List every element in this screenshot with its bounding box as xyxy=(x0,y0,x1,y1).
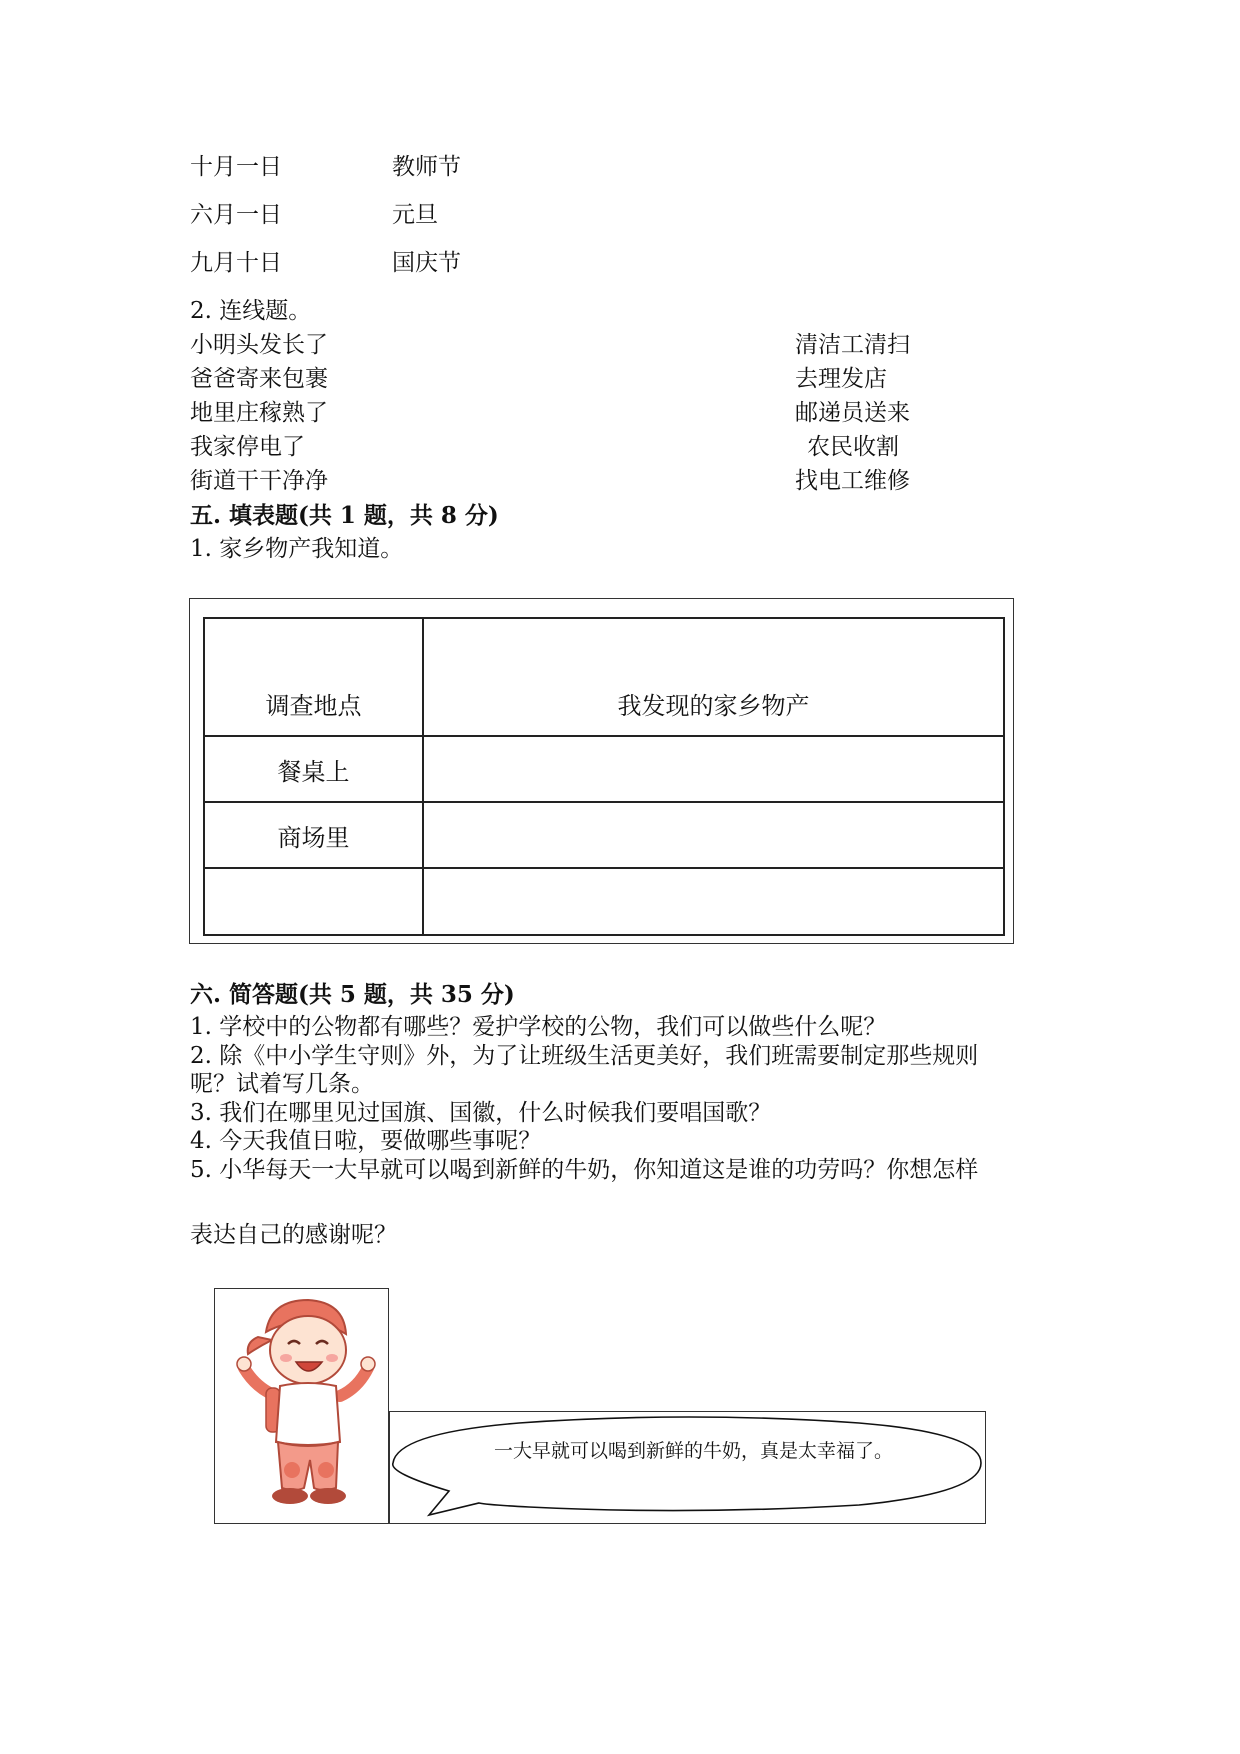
match-right-item: 农民收割 xyxy=(807,434,899,460)
question-title: 2. 连线题。 xyxy=(190,298,312,324)
match-left-item: 街道干干净净 xyxy=(190,468,328,494)
table-cell-location: 餐桌上 xyxy=(204,736,423,802)
question-item: 呢？试着写几条。 xyxy=(190,1071,374,1097)
match-left-item: 我家停电了 xyxy=(190,434,305,460)
table-cell-location: 商场里 xyxy=(204,802,423,868)
boy-cartoon-icon xyxy=(236,1292,376,1518)
match-right-item: 清洁工清扫 xyxy=(795,332,910,358)
question-item: 4. 今天我值日啦，要做哪些事呢？ xyxy=(190,1128,542,1154)
match-right-item: 找电工维修 xyxy=(795,468,910,494)
question-item: 1. 学校中的公物都有哪些？爱护学校的公物，我们可以做些什么呢？ xyxy=(190,1014,887,1040)
table-cell-location[interactable] xyxy=(204,868,423,935)
date-item: 十月一日 xyxy=(190,154,282,180)
question-item: 表达自己的感谢呢？ xyxy=(190,1222,397,1248)
match-left-item: 爸爸寄来包裹 xyxy=(190,366,328,392)
table-header-location: 调查地点 xyxy=(204,618,423,736)
question-item: 3. 我们在哪里见过国旗、国徽，什么时候我们要唱国歌？ xyxy=(190,1100,772,1126)
festival-item: 教师节 xyxy=(392,154,461,180)
section-heading: 五. 填表题(共 1 题，共 8 分) xyxy=(190,502,499,529)
match-right-item: 邮递员送来 xyxy=(795,400,910,426)
festival-item: 元旦 xyxy=(392,202,438,228)
match-left-item: 小明头发长了 xyxy=(190,332,328,358)
match-left-item: 地里庄稼熟了 xyxy=(190,400,328,426)
question-title: 1. 家乡物产我知道。 xyxy=(190,536,404,562)
table-cell-answer[interactable] xyxy=(423,736,1004,802)
festival-item: 国庆节 xyxy=(392,250,461,276)
question-item: 2. 除《中小学生守则》外，为了让班级生活更美好，我们班需要制定那些规则 xyxy=(190,1043,979,1069)
date-item: 九月十日 xyxy=(190,250,282,276)
match-right-item: 去理发店 xyxy=(795,366,887,392)
speech-bubble-icon xyxy=(389,1411,986,1524)
speech-bubble-text: 一大早就可以喝到新鲜的牛奶，真是太幸福了。 xyxy=(494,1440,894,1462)
table-cell-answer[interactable] xyxy=(423,868,1004,935)
date-item: 六月一日 xyxy=(190,202,282,228)
section-heading: 六. 简答题(共 5 题，共 35 分) xyxy=(190,981,515,1008)
produce-table xyxy=(203,617,1005,936)
table-cell-answer[interactable] xyxy=(423,802,1004,868)
question-item: 5. 小华每天一大早就可以喝到新鲜的牛奶，你知道这是谁的功劳吗？你想怎样 xyxy=(190,1157,979,1183)
table-header-produce: 我发现的家乡物产 xyxy=(423,618,1004,736)
